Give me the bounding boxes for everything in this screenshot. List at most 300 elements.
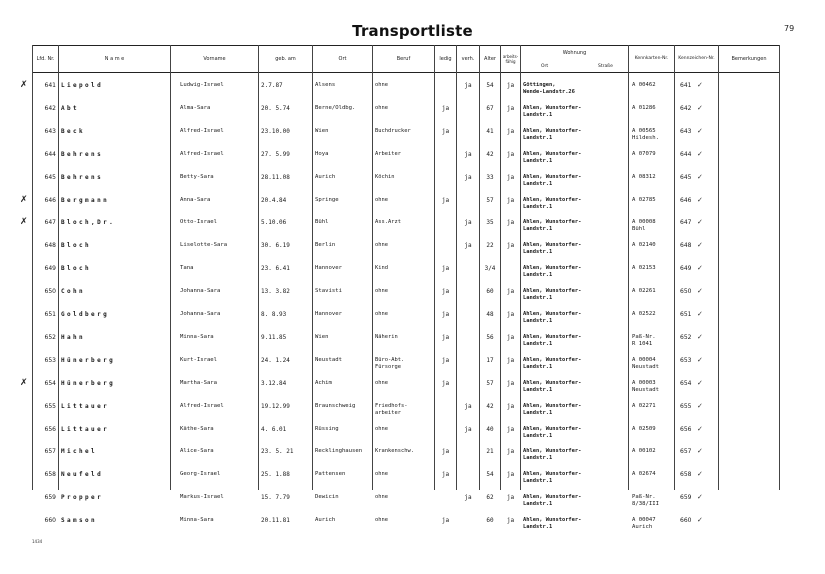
cell-geb: 19.12.99 xyxy=(261,402,290,410)
cell-arb: ja xyxy=(506,356,515,364)
cell-geb: 23. 6.41 xyxy=(261,265,290,273)
cell-alter: 42 xyxy=(486,150,494,158)
cell-alter: 3/4 xyxy=(484,265,496,273)
cell-name: Goldberg xyxy=(61,311,110,318)
header-wohnung-strasse: Straße xyxy=(598,64,613,69)
cell-vorname: Anna-Sara xyxy=(180,196,211,203)
cell-vorname: Johanna-Sara xyxy=(180,311,221,317)
cell-wohnung: Ahlen, Wunstorfer- Landstr.1 xyxy=(523,173,582,187)
cell-alter: 54 xyxy=(486,471,494,479)
cell-geb: 3.12.84 xyxy=(261,379,287,387)
cell-wohnung: Ahlen, Wunstorfer- Landstr.1 xyxy=(523,425,582,439)
cell-geb: 20.4.84 xyxy=(261,196,287,204)
cell-kz: 642 xyxy=(680,104,692,112)
table-row xyxy=(0,334,825,357)
cell-name: Bloch xyxy=(61,242,92,250)
header-geb-am: geb. am xyxy=(275,56,296,62)
cell-arb: ja xyxy=(506,150,515,158)
cell-wohnung: Ahlen, Wunstorfer- Landstr.1 xyxy=(523,311,582,324)
handwritten-x-mark: ✗ xyxy=(20,377,28,388)
cell-vorname: Minna-Sara xyxy=(180,333,214,340)
cell-kenn: A 02271 xyxy=(632,402,656,409)
cell-kenn: A 02153 xyxy=(632,265,656,272)
cell-kz: 659 xyxy=(680,494,692,502)
cell-ort: Pattensen xyxy=(315,471,346,478)
cell-wohnung: Ahlen, Wunstorfer- Landstr.1 xyxy=(523,471,582,485)
cell-beruf: Kind xyxy=(375,265,388,272)
cell-kenn: A 01286 xyxy=(632,104,656,111)
cell-geb: 4. 6.01 xyxy=(261,425,287,433)
cell-ledig: ja xyxy=(441,288,450,296)
cell-kenn: A 02140 xyxy=(632,242,656,249)
table-row xyxy=(0,426,825,449)
cell-nr: 650 xyxy=(44,288,56,296)
cell-ort: Wien xyxy=(315,333,329,340)
cell-beruf: ohne xyxy=(375,494,388,501)
header-wohnung-ort: Ort xyxy=(541,64,549,69)
checkmark-icon: ✓ xyxy=(697,355,703,364)
cell-vorname: Tana xyxy=(180,265,194,272)
cell-wohnung: Ahlen, Wunstorfer- Landstr.1 xyxy=(523,448,582,462)
cell-geb: 2.7.87 xyxy=(261,82,283,89)
cell-vorname: Alfred-Israel xyxy=(180,127,224,134)
cell-kenn: A 00047 Aurich xyxy=(632,517,656,531)
cell-kz: 655 xyxy=(680,402,692,410)
cell-vorname: Martha-Sara xyxy=(180,379,218,386)
header-arbeitsfaehig: arbeits-fähig xyxy=(502,54,519,64)
cell-ledig: ja xyxy=(441,448,450,456)
cell-arb: ja xyxy=(506,379,515,387)
cell-vorname: Johanna-Sara xyxy=(180,288,221,295)
cell-arb: ja xyxy=(506,173,515,181)
cell-alter: 56 xyxy=(486,333,494,341)
cell-kz: 658 xyxy=(680,471,692,479)
cell-arb: ja xyxy=(506,127,515,135)
header-name: N a m e xyxy=(104,56,125,62)
cell-alter: 35 xyxy=(486,219,494,227)
table-row xyxy=(0,448,825,471)
checkmark-icon: ✓ xyxy=(697,447,703,456)
table-row xyxy=(0,151,825,174)
cell-wohnung: Ahlen, Wunstorfer- Landstr.1 xyxy=(523,517,582,531)
cell-ort: Neustadt xyxy=(315,356,342,363)
checkmark-icon: ✓ xyxy=(697,241,703,250)
cell-ort: Aurich xyxy=(315,517,336,524)
cell-ort: Berne/Oldbg. xyxy=(315,104,356,111)
cell-ledig: ja xyxy=(441,517,450,525)
cell-ort: Stavisti xyxy=(315,288,342,295)
cell-geb: 28.11.08 xyxy=(261,173,290,181)
cell-beruf: Näherin xyxy=(375,333,398,340)
cell-alter: 40 xyxy=(486,425,494,433)
table-row xyxy=(0,194,825,220)
cell-alter: 17 xyxy=(486,356,494,364)
cell-beruf: ohne xyxy=(375,471,388,478)
cell-wohnung: Ahlen, Wunstorfer- Landstr.1 xyxy=(523,265,582,279)
cell-kenn: A 00004 Neustadt xyxy=(632,356,659,370)
cell-name: Littauer xyxy=(61,402,110,410)
cell-kenn: A 08312 xyxy=(632,173,656,180)
checkmark-icon: ✓ xyxy=(697,149,703,158)
checkmark-icon: ✓ xyxy=(697,378,703,387)
cell-kz: 643 xyxy=(680,127,692,135)
cell-kenn: A 02522 xyxy=(632,311,656,317)
cell-vorname: Betty-Sara xyxy=(180,173,214,180)
cell-vorname: Alma-Sara xyxy=(180,104,211,111)
cell-nr: 658 xyxy=(44,471,56,479)
cell-beruf: ohne xyxy=(375,517,388,524)
cell-name: Hünerberg xyxy=(61,356,116,364)
cell-ledig: ja xyxy=(441,333,450,341)
checkmark-icon: ✓ xyxy=(697,332,703,341)
header-wohnung: Wohnung xyxy=(562,50,587,56)
cell-arb: ja xyxy=(506,288,515,296)
checkmark-icon: ✓ xyxy=(697,126,703,135)
cell-ort: Bühl xyxy=(315,219,329,226)
cell-vorname: Markus-Israel xyxy=(180,494,224,501)
cell-ledig: ja xyxy=(441,196,450,204)
cell-name: Bloch xyxy=(61,265,92,273)
cell-wohnung: Göttingen, Wende-Landstr.26 xyxy=(523,82,575,95)
cell-beruf: ohne xyxy=(375,196,388,203)
page-number: 79 xyxy=(784,24,795,33)
document-title: Transportliste xyxy=(352,22,473,40)
checkmark-icon: ✓ xyxy=(697,264,703,273)
cell-arb: ja xyxy=(506,219,515,227)
header-beruf: Beruf xyxy=(396,56,411,62)
cell-kenn: A 02785 xyxy=(632,196,656,203)
checkmark-icon: ✓ xyxy=(697,424,703,433)
cell-vorname: Alfred-Israel xyxy=(180,150,224,157)
cell-ort: Aurich xyxy=(315,173,336,180)
cell-nr: 644 xyxy=(44,150,56,158)
cell-beruf: Arbeiter xyxy=(375,150,401,157)
cell-beruf: ohne xyxy=(375,379,388,386)
cell-alter: 62 xyxy=(486,494,494,502)
cell-wohnung: Ahlen, Wunstorfer- Landstr.1 xyxy=(523,402,582,416)
table-row xyxy=(0,82,825,105)
cell-ledig: ja xyxy=(441,356,450,364)
cell-beruf: Büro-Abt. Fürsorge xyxy=(375,356,405,370)
cell-ort: Hannover xyxy=(315,265,342,272)
cell-vorname: Alfred-Israel xyxy=(180,402,224,409)
cell-ort: Recklinghausen xyxy=(315,448,363,455)
cell-vorname: Georg-Israel xyxy=(180,471,221,478)
cell-vorname: Käthe-Sara xyxy=(180,425,214,432)
cell-name: Bergmann xyxy=(61,196,110,204)
cell-arb: ja xyxy=(506,425,515,433)
cell-ledig: ja xyxy=(441,379,450,387)
cell-vorname: Ludwig-Israel xyxy=(180,82,224,88)
table-row xyxy=(0,242,825,265)
cell-nr: 643 xyxy=(44,127,56,135)
checkmark-icon: ✓ xyxy=(697,401,703,410)
cell-alter: 54 xyxy=(486,82,494,89)
table-row xyxy=(0,105,825,128)
cell-beruf: ohne xyxy=(375,242,388,249)
cell-wohnung: Ahlen, Wunstorfer- Landstr.1 xyxy=(523,104,582,118)
header-bottom-rule xyxy=(32,72,779,73)
cell-nr: 646 xyxy=(44,196,56,204)
cell-vorname: Minna-Sara xyxy=(180,517,214,524)
cell-verh: ja xyxy=(464,173,472,181)
cell-kz: 650 xyxy=(680,288,692,296)
cell-nr: 653 xyxy=(44,356,56,364)
cell-ort: Hannover xyxy=(315,311,342,317)
cell-wohnung: Ahlen, Wunstorfer- Landstr.1 xyxy=(523,494,582,508)
cell-nr: 651 xyxy=(44,311,56,318)
cell-beruf: ohne xyxy=(375,104,388,111)
cell-nr: 657 xyxy=(44,448,56,456)
cell-alter: 60 xyxy=(486,517,494,525)
cell-beruf: ohne xyxy=(375,82,388,88)
cell-alter: 22 xyxy=(486,242,494,250)
cell-alter: 67 xyxy=(486,104,494,112)
cell-nr: 656 xyxy=(44,425,56,433)
table-row xyxy=(0,288,825,311)
cell-geb: 25. 1.88 xyxy=(261,471,290,479)
cell-geb: 30. 6.19 xyxy=(261,242,290,250)
cell-ledig: ja xyxy=(441,471,450,479)
cell-kz: 645 xyxy=(680,173,692,181)
cell-kenn: A 02509 xyxy=(632,425,656,432)
cell-kenn: A 00462 xyxy=(632,82,656,88)
cell-arb: ja xyxy=(506,196,515,204)
cell-verh: ja xyxy=(464,219,472,227)
cell-nr: 659 xyxy=(44,494,56,502)
cell-wohnung: Ahlen, Wunstorfer- Landstr.1 xyxy=(523,242,582,256)
cell-name: Hünerberg xyxy=(61,379,116,387)
cell-vorname: Kurt-Israel xyxy=(180,356,218,363)
checkmark-icon: ✓ xyxy=(697,287,703,296)
handwritten-x-mark: ✗ xyxy=(20,80,28,90)
table-row xyxy=(0,471,825,494)
cell-name: Michel xyxy=(61,448,98,456)
cell-verh: ja xyxy=(464,494,472,502)
cell-beruf: Köchin xyxy=(375,173,395,180)
cell-vorname: Alice-Sara xyxy=(180,448,214,455)
handwritten-x-mark: ✗ xyxy=(20,217,28,228)
cell-ort: Wien xyxy=(315,127,329,134)
cell-arb: ja xyxy=(506,82,515,89)
cell-geb: 23. 5. 21 xyxy=(261,448,294,456)
cell-verh: ja xyxy=(464,402,472,410)
cell-alter: 21 xyxy=(486,448,494,456)
cell-alter: 57 xyxy=(486,379,494,387)
cell-alter: 57 xyxy=(486,196,494,204)
cell-kenn: A 02674 xyxy=(632,471,656,478)
cell-alter: 42 xyxy=(486,402,494,410)
checkmark-icon: ✓ xyxy=(697,172,703,181)
checkmark-icon: ✓ xyxy=(697,310,703,318)
cell-ort: Alsens xyxy=(315,82,336,88)
footer-code: 1434 xyxy=(32,539,43,544)
cell-alter: 33 xyxy=(486,173,494,181)
header-lfd-nr: Lfd. Nr. xyxy=(36,56,55,62)
cell-ort: Braunschweig xyxy=(315,402,356,409)
cell-name: Beck xyxy=(61,127,86,135)
cell-vorname: Otto-Israel xyxy=(180,219,218,226)
cell-kz: 657 xyxy=(680,448,692,456)
cell-nr: 655 xyxy=(44,402,56,410)
cell-wohnung: Ahlen, Wunstorfer- Landstr.1 xyxy=(523,196,582,210)
checkmark-icon: ✓ xyxy=(697,470,703,479)
cell-geb: 20.11.81 xyxy=(261,517,290,525)
table-row xyxy=(0,311,825,334)
cell-geb: 15. 7.79 xyxy=(261,494,290,502)
cell-name: Propper xyxy=(61,494,104,502)
checkmark-icon: ✓ xyxy=(697,218,703,227)
cell-alter: 48 xyxy=(486,311,494,318)
cell-geb: 13. 3.82 xyxy=(261,288,290,296)
cell-wohnung: Ahlen, Wunstorfer- Landstr.1 xyxy=(523,356,582,370)
cell-beruf: ohne xyxy=(375,311,388,317)
cell-kz: 660 xyxy=(680,517,692,525)
cell-ort: Berlin xyxy=(315,242,336,249)
cell-geb: 9.11.85 xyxy=(261,333,287,341)
cell-wohnung: Ahlen, Wunstorfer- Landstr.1 xyxy=(523,288,582,302)
cell-beruf: Ass.Arzt xyxy=(375,219,401,226)
cell-name: Liepold xyxy=(61,82,104,89)
cell-alter: 41 xyxy=(486,127,494,135)
cell-arb: ja xyxy=(506,471,515,479)
table-row xyxy=(0,128,825,151)
cell-kenn: A 02261 xyxy=(632,288,656,295)
cell-arb: ja xyxy=(506,104,515,112)
handwritten-x-mark: ✗ xyxy=(20,194,28,205)
cell-wohnung: Ahlen, Wunstorfer- Landstr.1 xyxy=(523,219,582,233)
header-kennkarten-nr: Kennkarten-Nr. xyxy=(634,56,669,61)
cell-arb: ja xyxy=(506,311,515,318)
header-ort: Ort xyxy=(338,56,347,62)
table-row xyxy=(0,494,825,517)
cell-kz: 656 xyxy=(680,425,692,433)
cell-name: Abt xyxy=(61,104,80,112)
checkmark-icon: ✓ xyxy=(697,516,703,525)
cell-ledig: ja xyxy=(441,104,450,112)
cell-name: Behrens xyxy=(61,173,104,181)
cell-nr: 645 xyxy=(44,173,56,181)
cell-wohnung: Ahlen, Wunstorfer- Landstr.1 xyxy=(523,333,582,347)
header-vorname: Vorname xyxy=(203,56,226,62)
cell-geb: 20. 5.74 xyxy=(261,104,290,112)
cell-beruf: ohne xyxy=(375,425,388,432)
cell-kz: 651 xyxy=(680,311,692,318)
header-kennzeichen-nr: Kennzeichen-Nr. xyxy=(678,56,715,61)
cell-kz: 644 xyxy=(680,150,692,158)
cell-kenn: Paß-Nr. 8/38/III xyxy=(632,494,659,508)
cell-kenn: A 00102 xyxy=(632,448,656,455)
cell-kenn: A 00565 Hildesh. xyxy=(632,127,659,141)
cell-arb: ja xyxy=(506,448,515,456)
cell-kz: 646 xyxy=(680,196,692,204)
cell-nr: 652 xyxy=(44,333,56,341)
cell-kz: 653 xyxy=(680,356,692,364)
cell-ort: Rüssing xyxy=(315,425,339,432)
checkmark-icon: ✓ xyxy=(697,81,703,89)
cell-arb: ja xyxy=(506,333,515,341)
cell-nr: 649 xyxy=(44,265,56,273)
cell-kenn: A 00008 Bühl xyxy=(632,219,656,233)
cell-ort: Hoya xyxy=(315,150,329,157)
cell-wohnung: Ahlen, Wunstorfer- Landstr.1 xyxy=(523,150,582,164)
cell-arb: ja xyxy=(506,494,515,502)
cell-nr: 654 xyxy=(44,379,56,387)
cell-nr: 641 xyxy=(44,82,56,89)
cell-kenn: A 00003 Neustadt xyxy=(632,379,659,393)
cell-ort: Springe xyxy=(315,196,339,203)
cell-wohnung: Ahlen, Wunstorfer- Landstr.1 xyxy=(523,379,582,393)
cell-name: Bloch,Dr. xyxy=(61,219,116,227)
cell-verh: ja xyxy=(464,242,472,250)
cell-arb: ja xyxy=(506,242,515,250)
cell-beruf: Krankenschw. xyxy=(375,448,414,455)
table-row xyxy=(0,377,825,403)
cell-alter: 60 xyxy=(486,288,494,296)
cell-arb: ja xyxy=(506,402,515,410)
header-ledig: ledig xyxy=(439,56,452,62)
cell-kz: 647 xyxy=(680,219,692,227)
cell-geb: 23.10.00 xyxy=(261,127,290,135)
cell-vorname: Liselotte-Sara xyxy=(180,242,228,249)
cell-nr: 648 xyxy=(44,242,56,250)
cell-nr: 660 xyxy=(44,517,56,525)
cell-arb: ja xyxy=(506,517,515,525)
cell-kz: 649 xyxy=(680,265,692,273)
header-bemerkungen: Bemerkungen xyxy=(731,56,767,62)
cell-kenn: Paß-Nr. R 1041 xyxy=(632,333,656,347)
cell-name: Cohn xyxy=(61,288,86,296)
table-row xyxy=(0,517,825,540)
cell-kenn: A 07079 xyxy=(632,150,656,157)
cell-kz: 641 xyxy=(680,82,692,89)
cell-ledig: ja xyxy=(441,265,450,273)
cell-geb: 8. 8.93 xyxy=(261,311,287,318)
checkmark-icon: ✓ xyxy=(697,195,703,204)
cell-kz: 654 xyxy=(680,379,692,387)
cell-verh: ja xyxy=(464,425,472,433)
cell-beruf: Buchdrucker xyxy=(375,127,411,134)
cell-beruf: Friedhofs- arbeiter xyxy=(375,402,408,416)
cell-ledig: ja xyxy=(441,311,450,318)
cell-geb: 5.10.06 xyxy=(261,219,287,227)
cell-nr: 647 xyxy=(44,219,56,227)
table-row xyxy=(0,357,825,380)
cell-name: Hahn xyxy=(61,333,86,341)
cell-name: Littauer xyxy=(61,425,110,433)
cell-kz: 648 xyxy=(680,242,692,250)
header-verh: verh. xyxy=(461,56,475,62)
cell-ort: Achim xyxy=(315,379,332,386)
cell-ledig: ja xyxy=(441,127,450,135)
checkmark-icon: ✓ xyxy=(697,103,703,112)
cell-ort: Dewicin xyxy=(315,494,339,501)
cell-geb: 27. 5.99 xyxy=(261,150,290,158)
table-row xyxy=(0,265,825,288)
checkmark-icon: ✓ xyxy=(697,493,703,502)
table-row xyxy=(0,403,825,426)
header-alter: Alter xyxy=(484,56,496,62)
cell-beruf: ohne xyxy=(375,288,388,295)
cell-nr: 642 xyxy=(44,104,56,112)
table-row xyxy=(0,174,825,197)
table-row xyxy=(0,219,825,242)
cell-kz: 652 xyxy=(680,333,692,341)
cell-name: Neufeld xyxy=(61,471,104,479)
cell-name: Behrens xyxy=(61,150,104,158)
cell-geb: 24. 1.24 xyxy=(261,356,290,364)
cell-wohnung: Ahlen, Wunstorfer- Landstr.1 xyxy=(523,127,582,141)
